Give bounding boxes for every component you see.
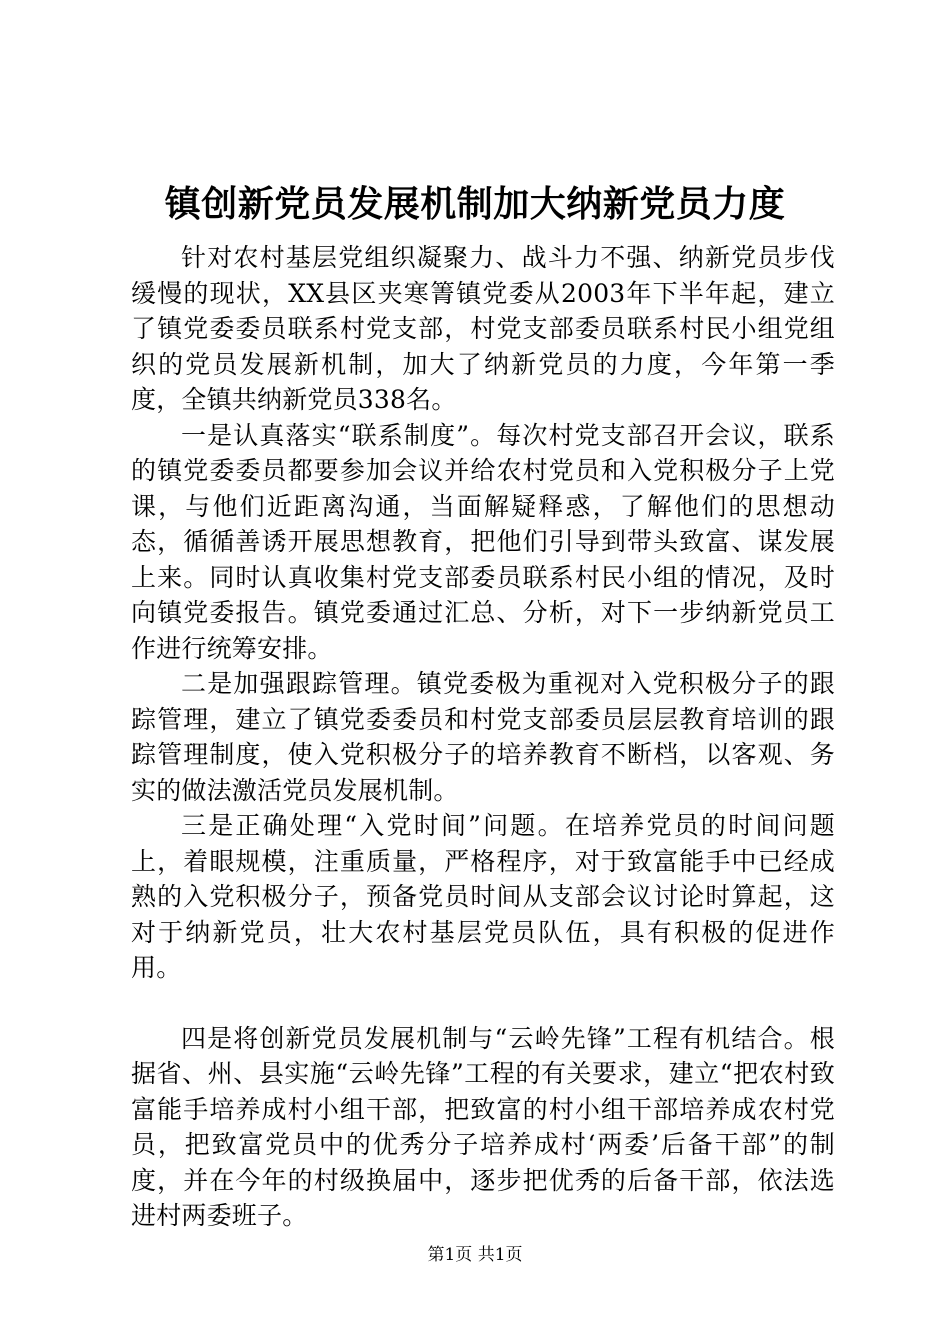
paragraph-point-four: 四是将创新党员发展机制与“云岭先锋”工程有机结合。根据省、州、县实施“云岭先锋”工程的有关要求，建立“把农村致富能手培养成村小组干部，把致富的村小组干部培养成农村党员，把致富党员中的优秀分子培养成村‘两委’后备干部”的制度，并在今年的村级换届中，逐步把优秀的后备干部，依法选进村两委班子。 — [131, 1023, 835, 1230]
document-title: 镇创新党员发展机制加大纳新党员力度 — [164, 183, 786, 225]
paragraph-point-three: 三是正确处理“入党时间”问题。在培养党员的时间问题上，着眼规模，注重质量，严格程序，对于致富能手中已经成熟的入党积极分子，预备党员时间从支部会议讨论时算起，这对于纳新党员，壮大农村基层党员队伍，具有积极的促进作用。 — [131, 811, 835, 982]
document-body — [131, 240, 835, 1234]
paragraph-point-two: 二是加强跟踪管理。镇党委极为重视对入党积极分子的跟踪管理，建立了镇党委委员和村党支部委员层层教育培训的跟踪管理制度，使入党积极分子的培养教育不断档，以客观、务实的做法激活党员发展机制。 — [131, 669, 835, 805]
paragraph-point-one: 一是认真落实“联系制度”。每次村党支部召开会议，联系的镇党委委员都要参加会议并给农村党员和入党积极分子上党课，与他们近距离沟通，当面解疑释惑，了解他们的思想动态，循循善诱开展思想教育，把他们引导到带头致富、谋发展上来。同时认真收集村党支部委员联系村民小组的情况，及时向镇党委报告。镇党委通过汇总、分析，对下一步纳新党员工作进行统筹安排。 — [131, 420, 835, 663]
paragraph-intro: 针对农村基层党组织凝聚力、战斗力不强、纳新党员步伐缓慢的现状，XX县区夹寒箐镇党委从2003年下半年起，建立了镇党委委员联系村党支部，村党支部委员联系村民小组党组织的党员发展新机制，加大了纳新党员的力度，今年第一季度，全镇共纳新党员338名。 — [131, 243, 835, 414]
page-number-footer: 第1页 共1页 — [427, 1245, 523, 1265]
